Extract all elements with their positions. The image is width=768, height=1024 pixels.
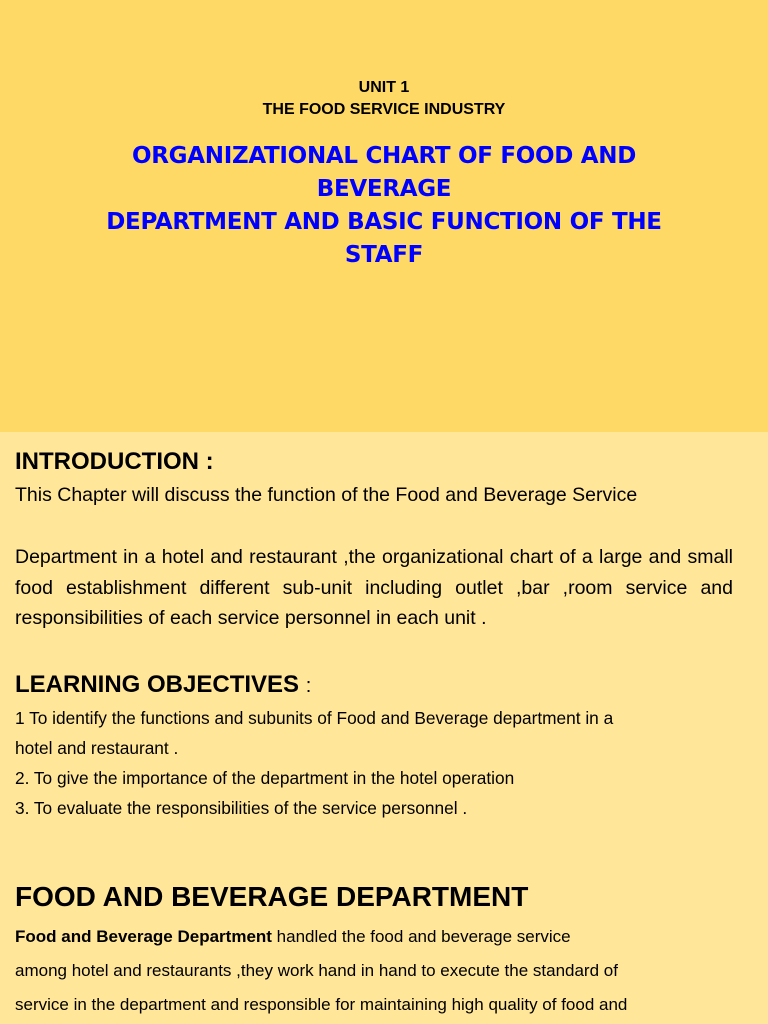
title-line: STAFF [344, 242, 424, 268]
industry-label: THE FOOD SERVICE INDUSTRY [262, 101, 506, 118]
learning-objectives-colon: : [305, 675, 312, 697]
learning-objectives-heading [15, 670, 733, 701]
objective-line: 3. To evaluate the responsibilities of the service personnel . [15, 798, 468, 818]
fnb-department-heading: FOOD AND BEVERAGE DEPARTMENT [15, 881, 529, 912]
objective-line: hotel and restaurant . [15, 738, 179, 758]
objective-line: 1 To identify the functions and subunits of Food and Beverage department in a [15, 708, 614, 728]
fnb-bold-lead: Food and Beverage Department [15, 927, 272, 946]
introduction-paragraph-1: This Chapter will discuss the function of the Food and Beverage Service [15, 484, 638, 506]
fnb-department-paragraph [15, 920, 733, 1022]
introduction-heading: INTRODUCTION : [15, 448, 214, 475]
title-line: ORGANIZATIONAL CHART OF FOOD AND [132, 143, 636, 169]
unit-label: UNIT 1 [358, 79, 410, 96]
fnb-line: among hotel and restaurants ,they work hand in hand to execute the standard of [15, 961, 618, 980]
title-line: BEVERAGE [316, 176, 452, 202]
title-line: DEPARTMENT AND BASIC FUNCTION OF THE [106, 209, 662, 235]
page-title [40, 140, 728, 272]
introduction-paragraph-2: Department in a hotel and restaurant ,the organizational chart of a large and small food establishment different sub-unit including outlet ,bar ,room service and responsibilities of each service personnel in each unit . [15, 546, 733, 629]
fnb-line: service in the department and responsible for maintaining high quality of food and [15, 995, 628, 1014]
learning-objectives-title: LEARNING OBJECTIVES [15, 671, 306, 698]
fnb-line-1-rest: handled the food and beverage service [271, 927, 571, 946]
objective-line: 2. To give the importance of the department in the hotel operation [15, 768, 515, 788]
learning-objectives-list [15, 703, 733, 823]
fnb-line [15, 920, 733, 954]
